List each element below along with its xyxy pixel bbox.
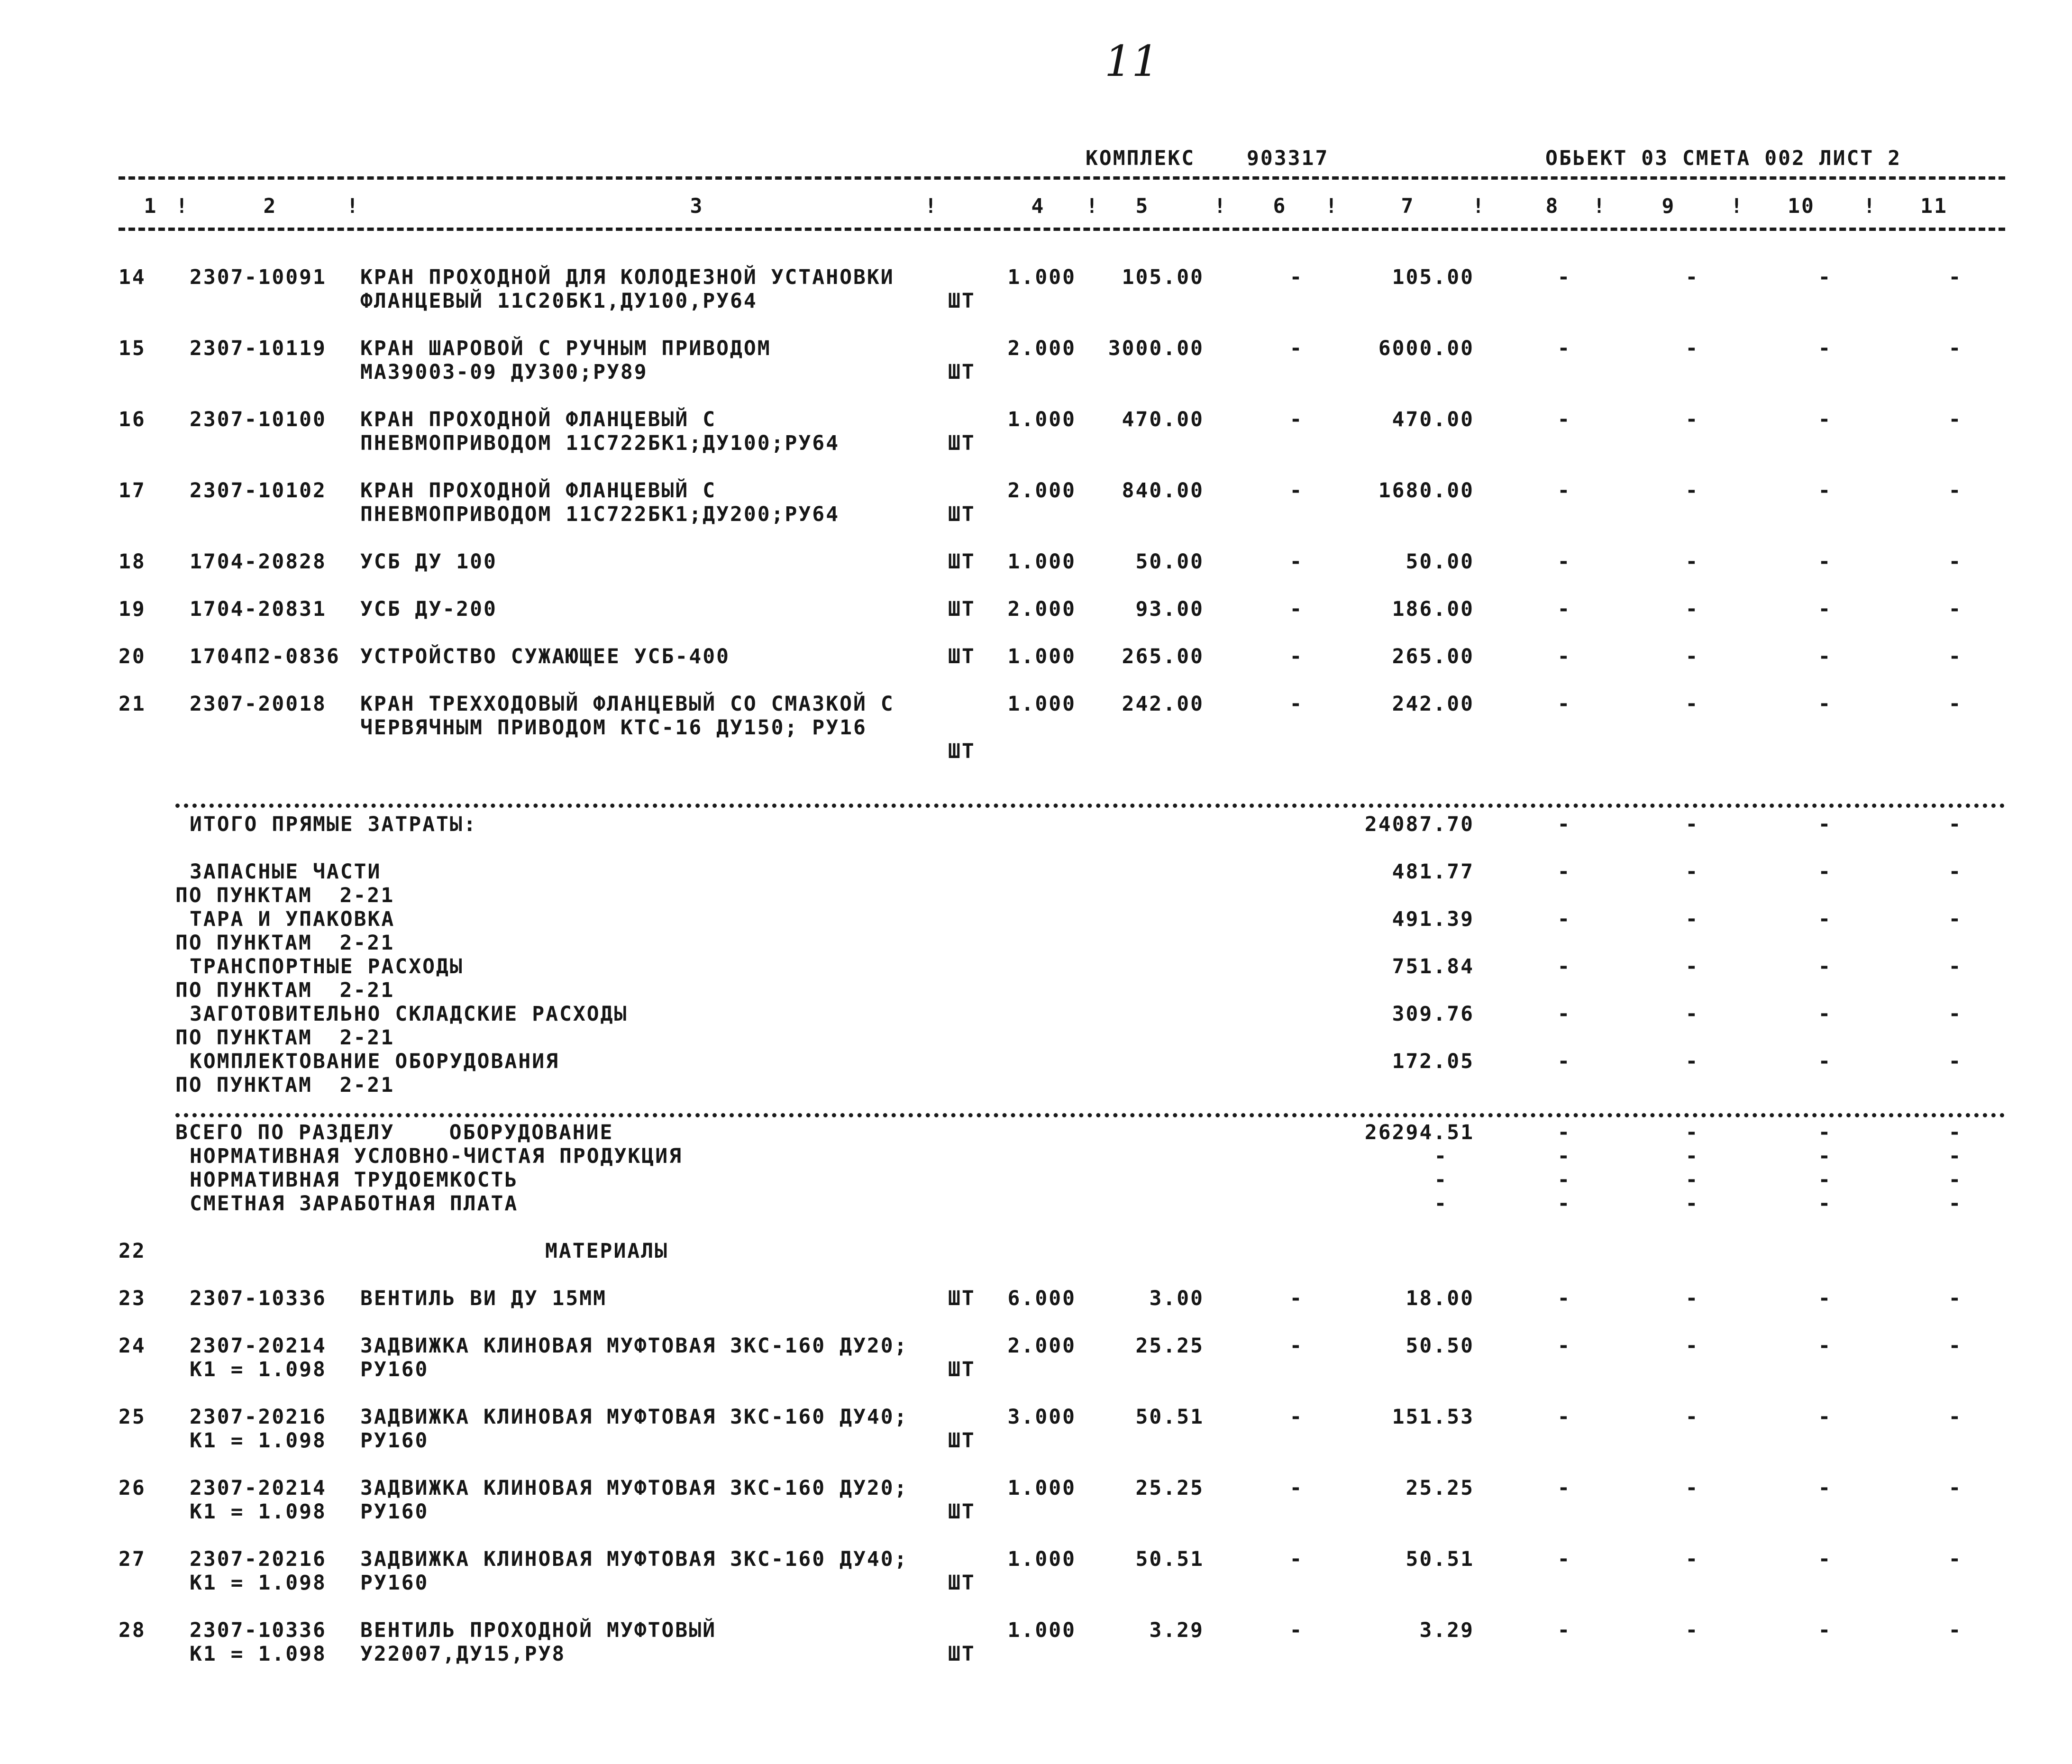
item-unit: ШТ bbox=[948, 1500, 976, 1524]
item-code: 1704-20831 bbox=[190, 597, 327, 621]
item-description: КРАН ТРЕХХОДОВЫЙ ФЛАНЦЕВЫЙ СО СМАЗКОЙ С bbox=[360, 692, 895, 716]
row-27-col10: - bbox=[1818, 1547, 1832, 1571]
row-18-total: 50.00 bbox=[1406, 550, 1474, 574]
column-header-4: 4 bbox=[1031, 194, 1045, 218]
row-21-col6: - bbox=[1289, 692, 1304, 716]
row-27-col11: - bbox=[1948, 1547, 1962, 1571]
row-23-total: 18.00 bbox=[1406, 1287, 1474, 1310]
header-rule-top bbox=[119, 176, 2005, 180]
item-code: 2307-10336 bbox=[190, 1618, 327, 1642]
column-separator: ! bbox=[1214, 194, 1228, 218]
row-25-price: 50.51 bbox=[1135, 1405, 1204, 1429]
item-description: У22007,ДУ15,РУ8 bbox=[360, 1642, 566, 1666]
row-27-price: 50.51 bbox=[1135, 1547, 1204, 1571]
item-unit: ШТ bbox=[948, 740, 976, 763]
row-21-col9: - bbox=[1685, 692, 1699, 716]
row-25-col9: - bbox=[1685, 1405, 1699, 1429]
column-header-1: 1 bbox=[144, 194, 158, 218]
surcharge-5-col11: - bbox=[1948, 1050, 1962, 1073]
column-separator: ! bbox=[1325, 194, 1339, 218]
column-separator: ! bbox=[1086, 194, 1100, 218]
row-15-price: 3000.00 bbox=[1108, 337, 1204, 360]
surcharge-label: ЗАГОТОВИТЕЛЬНО СКЛАДСКИЕ РАСХОДЫ bbox=[190, 1002, 628, 1026]
row-20-qty: 1.000 bbox=[1007, 645, 1076, 668]
row-16-price: 470.00 bbox=[1122, 408, 1204, 431]
row-15-col9: - bbox=[1685, 337, 1699, 360]
row-28-col8: - bbox=[1557, 1618, 1571, 1642]
row-14-col8: - bbox=[1557, 265, 1571, 289]
itogo-col11: - bbox=[1948, 813, 1962, 836]
row-20-price: 265.00 bbox=[1122, 645, 1204, 668]
norm-col9: - bbox=[1685, 1168, 1699, 1192]
surcharge-2-total: 491.39 bbox=[1392, 907, 1474, 931]
itogo-total: 24087.70 bbox=[1364, 813, 1474, 836]
column-header-10: 10 bbox=[1788, 194, 1815, 218]
item-description: ПНЕВМОПРИВОДОМ 11С722БК1;ДУ200;РУ64 bbox=[360, 503, 840, 526]
row-19-total: 186.00 bbox=[1392, 597, 1474, 621]
row-18-col6: - bbox=[1289, 550, 1304, 574]
row-17-col8: - bbox=[1557, 479, 1571, 503]
surcharge-4-col9: - bbox=[1685, 1002, 1699, 1026]
item-unit: ШТ bbox=[948, 1287, 976, 1310]
row-17-col6: - bbox=[1289, 479, 1304, 503]
row-19-col11: - bbox=[1948, 597, 1962, 621]
row-19-qty: 2.000 bbox=[1007, 597, 1076, 621]
item-coefficient: К1 = 1.098 bbox=[190, 1429, 327, 1453]
item-description: КРАН ПРОХОДНОЙ ФЛАНЦЕВЫЙ С bbox=[360, 479, 717, 503]
item-description: РУ160 bbox=[360, 1429, 429, 1453]
norm-col8: - bbox=[1557, 1168, 1571, 1192]
row-24-col11: - bbox=[1948, 1334, 1962, 1358]
row-21-col10: - bbox=[1818, 692, 1832, 716]
row-16-col8: - bbox=[1557, 408, 1571, 431]
item-unit: ШТ bbox=[948, 1358, 976, 1381]
row-number: 16 bbox=[119, 408, 146, 431]
row-25-col10: - bbox=[1818, 1405, 1832, 1429]
item-unit: ШТ bbox=[948, 550, 976, 574]
surcharge-label: ЗАПАСНЫЕ ЧАСТИ bbox=[190, 860, 382, 884]
surcharge-3-total: 751.84 bbox=[1392, 955, 1474, 978]
surcharge-5-total: 172.05 bbox=[1392, 1050, 1474, 1073]
row-24-col6: - bbox=[1289, 1334, 1304, 1358]
itogo-col8: - bbox=[1557, 813, 1571, 836]
row-18-col11: - bbox=[1948, 550, 1962, 574]
row-24-price: 25.25 bbox=[1135, 1334, 1204, 1358]
item-code: 2307-20216 bbox=[190, 1405, 327, 1429]
norm-col8: - bbox=[1557, 1144, 1571, 1168]
row-26-col8: - bbox=[1557, 1476, 1571, 1500]
row-28-total: 3.29 bbox=[1419, 1618, 1474, 1642]
item-code: 1704П2-0836 bbox=[190, 645, 340, 668]
column-header-8: 8 bbox=[1545, 194, 1560, 218]
row-25-qty: 3.000 bbox=[1007, 1405, 1076, 1429]
row-24-qty: 2.000 bbox=[1007, 1334, 1076, 1358]
surcharge-1-col8: - bbox=[1557, 860, 1571, 884]
item-coefficient: К1 = 1.098 bbox=[190, 1642, 327, 1666]
norm-col9: - bbox=[1685, 1192, 1699, 1216]
surcharge-4-col10: - bbox=[1818, 1002, 1832, 1026]
column-separator: ! bbox=[346, 194, 360, 218]
row-28-col11: - bbox=[1948, 1618, 1962, 1642]
item-coefficient: К1 = 1.098 bbox=[190, 1358, 327, 1381]
row-20-col10: - bbox=[1818, 645, 1832, 668]
row-number: 20 bbox=[119, 645, 146, 668]
surcharge-1-total: 481.77 bbox=[1392, 860, 1474, 884]
row-18-col8: - bbox=[1557, 550, 1571, 574]
surcharge-3-col11: - bbox=[1948, 955, 1962, 978]
item-description: РУ160 bbox=[360, 1500, 429, 1524]
header-rule-bottom bbox=[119, 228, 2005, 231]
column-separator: ! bbox=[924, 194, 939, 218]
row-28-col6: - bbox=[1289, 1618, 1304, 1642]
surcharge-label: ТАРА И УПАКОВКА bbox=[190, 907, 395, 931]
row-16-col6: - bbox=[1289, 408, 1304, 431]
norm-col11: - bbox=[1948, 1168, 1962, 1192]
surcharge-2-col8: - bbox=[1557, 907, 1571, 931]
row-14-total: 105.00 bbox=[1392, 265, 1474, 289]
surcharge-5-col10: - bbox=[1818, 1050, 1832, 1073]
column-header-3: 3 bbox=[690, 194, 704, 218]
surcharge-2-col9: - bbox=[1685, 907, 1699, 931]
item-description: ЗАДВИЖКА КЛИНОВАЯ МУФТОВАЯ ЗКС-160 ДУ20; bbox=[360, 1334, 908, 1358]
row-23-col11: - bbox=[1948, 1287, 1962, 1310]
row-25-col11: - bbox=[1948, 1405, 1962, 1429]
item-description: КРАН ПРОХОДНОЙ ФЛАНЦЕВЫЙ С bbox=[360, 408, 717, 431]
page-number-handwritten: 11 bbox=[1104, 37, 1159, 86]
surcharge-scope: ПО ПУНКТАМ 2-21 bbox=[175, 978, 395, 1002]
row-20-total: 265.00 bbox=[1392, 645, 1474, 668]
row-number: 18 bbox=[119, 550, 146, 574]
row-21-col8: - bbox=[1557, 692, 1571, 716]
surcharge-3-col8: - bbox=[1557, 955, 1571, 978]
item-unit: ШТ bbox=[948, 597, 976, 621]
row-17-col11: - bbox=[1948, 479, 1962, 503]
norm-label: СМЕТНАЯ ЗАРАБОТНАЯ ПЛАТА bbox=[190, 1192, 519, 1216]
surcharge-4-total: 309.76 bbox=[1392, 1002, 1474, 1026]
itogo-col9: - bbox=[1685, 813, 1699, 836]
row-27-col8: - bbox=[1557, 1547, 1571, 1571]
row-23-qty: 6.000 bbox=[1007, 1287, 1076, 1310]
row-15-qty: 2.000 bbox=[1007, 337, 1076, 360]
itogo-label: ИТОГО ПРЯМЫЕ ЗАТРАТЫ: bbox=[190, 813, 477, 836]
item-code: 2307-20214 bbox=[190, 1476, 327, 1500]
dotted-rule-1 bbox=[175, 804, 2005, 808]
row-23-col8: - bbox=[1557, 1287, 1571, 1310]
column-header-11: 11 bbox=[1920, 194, 1948, 218]
surcharge-scope: ПО ПУНКТАМ 2-21 bbox=[175, 931, 395, 955]
row-17-col10: - bbox=[1818, 479, 1832, 503]
item-description: ВЕНТИЛЬ ПРОХОДНОЙ МУФТОВЫЙ bbox=[360, 1618, 717, 1642]
column-separator: ! bbox=[1730, 194, 1744, 218]
row-14-col6: - bbox=[1289, 265, 1304, 289]
surcharge-3-col10: - bbox=[1818, 955, 1832, 978]
row-number: 14 bbox=[119, 265, 146, 289]
surcharge-2-col11: - bbox=[1948, 907, 1962, 931]
item-description: ЗАДВИЖКА КЛИНОВАЯ МУФТОВАЯ ЗКС-160 ДУ40; bbox=[360, 1405, 908, 1429]
surcharge-label: КОМПЛЕКТОВАНИЕ ОБОРУДОВАНИЯ bbox=[190, 1050, 559, 1073]
dotted-rule-2 bbox=[175, 1113, 2005, 1117]
row-18-price: 50.00 bbox=[1135, 550, 1204, 574]
row-20-col6: - bbox=[1289, 645, 1304, 668]
row-24-total: 50.50 bbox=[1406, 1334, 1474, 1358]
surcharge-4-col11: - bbox=[1948, 1002, 1962, 1026]
row-17-price: 840.00 bbox=[1122, 479, 1204, 503]
item-description: УСБ ДУ 100 bbox=[360, 550, 497, 574]
norm-col10: - bbox=[1818, 1168, 1832, 1192]
row-24-col9: - bbox=[1685, 1334, 1699, 1358]
row-19-col8: - bbox=[1557, 597, 1571, 621]
surcharge-scope: ПО ПУНКТАМ 2-21 bbox=[175, 1026, 395, 1050]
norm-label: НОРМАТИВНАЯ УСЛОВНО-ЧИСТАЯ ПРОДУКЦИЯ bbox=[190, 1144, 683, 1168]
row-20-col11: - bbox=[1948, 645, 1962, 668]
object-info: ОБЬЕКТ 03 СМЕТА 002 ЛИСТ 2 bbox=[1545, 146, 1902, 170]
surcharge-scope: ПО ПУНКТАМ 2-21 bbox=[175, 1073, 395, 1097]
surcharge-5-col8: - bbox=[1557, 1050, 1571, 1073]
row-23-col9: - bbox=[1685, 1287, 1699, 1310]
norm-col9: - bbox=[1685, 1144, 1699, 1168]
row-27-qty: 1.000 bbox=[1007, 1547, 1076, 1571]
item-coefficient: К1 = 1.098 bbox=[190, 1571, 327, 1595]
item-code: 2307-10336 bbox=[190, 1287, 327, 1310]
kompleks-value: 903317 bbox=[1247, 146, 1329, 170]
surcharge-1-col9: - bbox=[1685, 860, 1699, 884]
section-total-total: 26294.51 bbox=[1364, 1121, 1474, 1144]
item-unit: ШТ bbox=[948, 645, 976, 668]
norm-total: - bbox=[1434, 1192, 1448, 1216]
row-26-col11: - bbox=[1948, 1476, 1962, 1500]
row-15-col6: - bbox=[1289, 337, 1304, 360]
row-25-total: 151.53 bbox=[1392, 1405, 1474, 1429]
item-unit: ШТ bbox=[948, 360, 976, 384]
item-unit: ШТ bbox=[948, 503, 976, 526]
row-28-col10: - bbox=[1818, 1618, 1832, 1642]
item-code: 1704-20828 bbox=[190, 550, 327, 574]
row-16-col10: - bbox=[1818, 408, 1832, 431]
row-number: 15 bbox=[119, 337, 146, 360]
row-27-col9: - bbox=[1685, 1547, 1699, 1571]
row-23-col6: - bbox=[1289, 1287, 1304, 1310]
row-15-total: 6000.00 bbox=[1378, 337, 1474, 360]
item-unit: ШТ bbox=[948, 1571, 976, 1595]
row-24-col8: - bbox=[1557, 1334, 1571, 1358]
item-coefficient: К1 = 1.098 bbox=[190, 1500, 327, 1524]
item-description: ЧЕРВЯЧНЫМ ПРИВОДОМ КТС-16 ДУ150; РУ16 bbox=[360, 716, 867, 740]
item-code: 2307-20214 bbox=[190, 1334, 327, 1358]
item-description: МА39003-09 ДУ300;РУ89 bbox=[360, 360, 648, 384]
norm-col8: - bbox=[1557, 1192, 1571, 1216]
row-number: 22 bbox=[119, 1239, 146, 1263]
item-description: КРАН ШАРОВОЙ С РУЧНЫМ ПРИВОДОМ bbox=[360, 337, 771, 360]
item-unit: ШТ bbox=[948, 1429, 976, 1453]
row-17-col9: - bbox=[1685, 479, 1699, 503]
column-separator: ! bbox=[175, 194, 190, 218]
surcharge-scope: ПО ПУНКТАМ 2-21 bbox=[175, 884, 395, 907]
surcharge-1-col11: - bbox=[1948, 860, 1962, 884]
row-number: 25 bbox=[119, 1405, 146, 1429]
surcharge-1-col10: - bbox=[1818, 860, 1832, 884]
row-number: 19 bbox=[119, 597, 146, 621]
section-heading-materials: МАТЕРИАЛЫ bbox=[545, 1239, 668, 1263]
item-description: ПНЕВМОПРИВОДОМ 11С722БК1;ДУ100;РУ64 bbox=[360, 431, 840, 455]
row-15-col8: - bbox=[1557, 337, 1571, 360]
item-description: РУ160 bbox=[360, 1358, 429, 1381]
row-16-col11: - bbox=[1948, 408, 1962, 431]
row-26-qty: 1.000 bbox=[1007, 1476, 1076, 1500]
norm-label: НОРМАТИВНАЯ ТРУДОЕМКОСТЬ bbox=[190, 1168, 519, 1192]
row-17-qty: 2.000 bbox=[1007, 479, 1076, 503]
item-unit: ШТ bbox=[948, 289, 976, 313]
row-25-col6: - bbox=[1289, 1405, 1304, 1429]
row-28-qty: 1.000 bbox=[1007, 1618, 1076, 1642]
row-14-col11: - bbox=[1948, 265, 1962, 289]
norm-col10: - bbox=[1818, 1144, 1832, 1168]
item-description: ЗАДВИЖКА КЛИНОВАЯ МУФТОВАЯ ЗКС-160 ДУ20; bbox=[360, 1476, 908, 1500]
item-description: КРАН ПРОХОДНОЙ ДЛЯ КОЛОДЕЗНОЙ УСТАНОВКИ bbox=[360, 265, 895, 289]
row-24-col10: - bbox=[1818, 1334, 1832, 1358]
row-19-col6: - bbox=[1289, 597, 1304, 621]
row-15-col11: - bbox=[1948, 337, 1962, 360]
row-26-col9: - bbox=[1685, 1476, 1699, 1500]
row-26-col6: - bbox=[1289, 1476, 1304, 1500]
row-18-col10: - bbox=[1818, 550, 1832, 574]
section-total-col8: - bbox=[1557, 1121, 1571, 1144]
item-unit: ШТ bbox=[948, 431, 976, 455]
row-16-qty: 1.000 bbox=[1007, 408, 1076, 431]
item-description: УСБ ДУ-200 bbox=[360, 597, 497, 621]
row-20-col8: - bbox=[1557, 645, 1571, 668]
row-19-price: 93.00 bbox=[1135, 597, 1204, 621]
row-14-col10: - bbox=[1818, 265, 1832, 289]
column-header-6: 6 bbox=[1273, 194, 1287, 218]
row-19-col9: - bbox=[1685, 597, 1699, 621]
row-28-col9: - bbox=[1685, 1618, 1699, 1642]
section-total-label: ВСЕГО ПО РАЗДЕЛУ ОБОРУДОВАНИЕ bbox=[175, 1121, 614, 1144]
row-25-col8: - bbox=[1557, 1405, 1571, 1429]
surcharge-2-col10: - bbox=[1818, 907, 1832, 931]
row-21-qty: 1.000 bbox=[1007, 692, 1076, 716]
section-total-col10: - bbox=[1818, 1121, 1832, 1144]
row-19-col10: - bbox=[1818, 597, 1832, 621]
norm-total: - bbox=[1434, 1144, 1448, 1168]
row-number: 17 bbox=[119, 479, 146, 503]
row-21-price: 242.00 bbox=[1122, 692, 1204, 716]
column-separator: ! bbox=[1863, 194, 1877, 218]
item-code: 2307-10100 bbox=[190, 408, 327, 431]
surcharge-3-col9: - bbox=[1685, 955, 1699, 978]
item-code: 2307-20216 bbox=[190, 1547, 327, 1571]
norm-total: - bbox=[1434, 1168, 1448, 1192]
row-18-qty: 1.000 bbox=[1007, 550, 1076, 574]
item-unit: ШТ bbox=[948, 1642, 976, 1666]
row-20-col9: - bbox=[1685, 645, 1699, 668]
surcharge-4-col8: - bbox=[1557, 1002, 1571, 1026]
norm-col10: - bbox=[1818, 1192, 1832, 1216]
row-17-total: 1680.00 bbox=[1378, 479, 1474, 503]
item-description: РУ160 bbox=[360, 1571, 429, 1595]
norm-col11: - bbox=[1948, 1192, 1962, 1216]
column-header-2: 2 bbox=[263, 194, 277, 218]
row-number: 28 bbox=[119, 1618, 146, 1642]
section-total-col11: - bbox=[1948, 1121, 1962, 1144]
row-23-price: 3.00 bbox=[1149, 1287, 1204, 1310]
row-15-col10: - bbox=[1818, 337, 1832, 360]
item-description: УСТРОЙСТВО СУЖАЮЩЕЕ УСБ-400 bbox=[360, 645, 730, 668]
row-number: 27 bbox=[119, 1547, 146, 1571]
item-description: ЗАДВИЖКА КЛИНОВАЯ МУФТОВАЯ ЗКС-160 ДУ40; bbox=[360, 1547, 908, 1571]
row-26-total: 25.25 bbox=[1406, 1476, 1474, 1500]
itogo-col10: - bbox=[1818, 813, 1832, 836]
row-23-col10: - bbox=[1818, 1287, 1832, 1310]
row-26-price: 25.25 bbox=[1135, 1476, 1204, 1500]
item-code: 2307-10102 bbox=[190, 479, 327, 503]
item-description: ВЕНТИЛЬ ВИ ДУ 15ММ bbox=[360, 1287, 607, 1310]
column-header-5: 5 bbox=[1135, 194, 1150, 218]
row-number: 21 bbox=[119, 692, 146, 716]
row-14-col9: - bbox=[1685, 265, 1699, 289]
surcharge-5-col9: - bbox=[1685, 1050, 1699, 1073]
row-number: 24 bbox=[119, 1334, 146, 1358]
norm-col11: - bbox=[1948, 1144, 1962, 1168]
kompleks-label: КОМПЛЕКС bbox=[1086, 146, 1196, 170]
row-14-price: 105.00 bbox=[1122, 265, 1204, 289]
column-header-7: 7 bbox=[1401, 194, 1415, 218]
row-27-total: 50.51 bbox=[1406, 1547, 1474, 1571]
row-18-col9: - bbox=[1685, 550, 1699, 574]
row-21-total: 242.00 bbox=[1392, 692, 1474, 716]
item-code: 2307-20018 bbox=[190, 692, 327, 716]
row-number: 23 bbox=[119, 1287, 146, 1310]
section-total-col9: - bbox=[1685, 1121, 1699, 1144]
column-separator: ! bbox=[1593, 194, 1607, 218]
row-16-total: 470.00 bbox=[1392, 408, 1474, 431]
column-separator: ! bbox=[1472, 194, 1486, 218]
row-27-col6: - bbox=[1289, 1547, 1304, 1571]
row-28-price: 3.29 bbox=[1149, 1618, 1204, 1642]
item-code: 2307-10091 bbox=[190, 265, 327, 289]
item-code: 2307-10119 bbox=[190, 337, 327, 360]
column-header-9: 9 bbox=[1661, 194, 1676, 218]
row-16-col9: - bbox=[1685, 408, 1699, 431]
item-description: ФЛАНЦЕВЫЙ 11С20БК1,ДУ100,РУ64 bbox=[360, 289, 758, 313]
row-number: 26 bbox=[119, 1476, 146, 1500]
row-14-qty: 1.000 bbox=[1007, 265, 1076, 289]
row-21-col11: - bbox=[1948, 692, 1962, 716]
surcharge-label: ТРАНСПОРТНЫЕ РАСХОДЫ bbox=[190, 955, 464, 978]
row-26-col10: - bbox=[1818, 1476, 1832, 1500]
